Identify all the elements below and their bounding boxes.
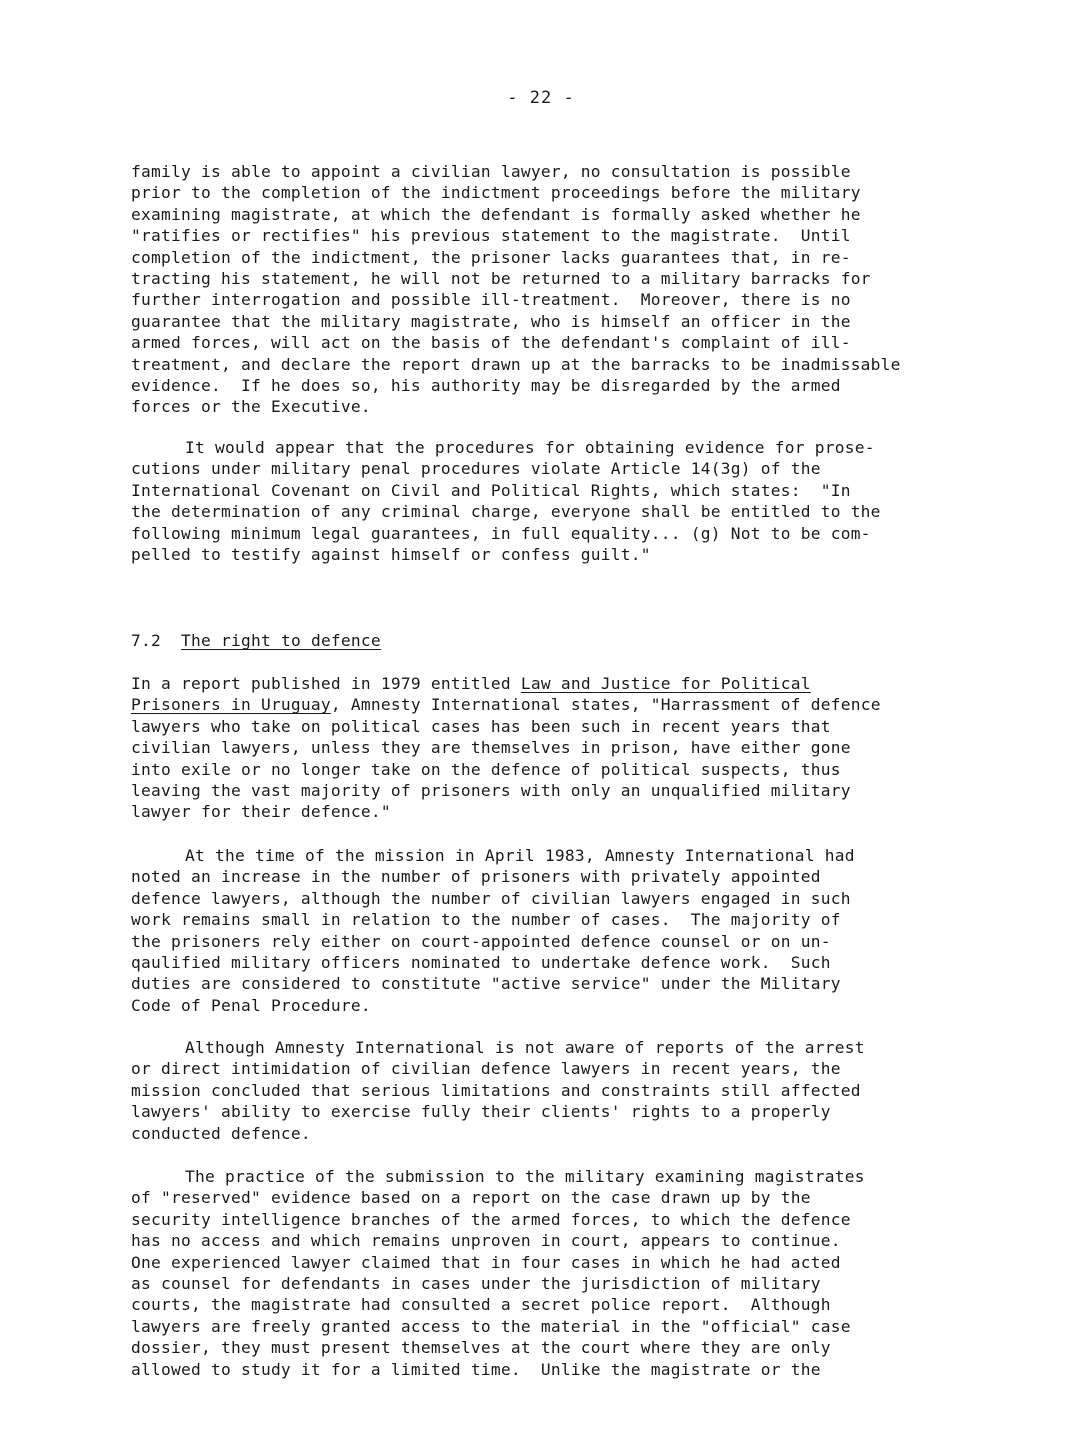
section-number: 7.2 bbox=[131, 631, 161, 650]
text-line: treatment, and declare the report drawn up at the barracks to be inadmissable bbox=[131, 354, 901, 374]
text-line: completion of the indictment, the prisoner lacks guarantees that, in re- bbox=[131, 247, 851, 267]
text-line: Code of Penal Procedure. bbox=[131, 995, 371, 1015]
text-line: duties are considered to constitute "active service" under the Military bbox=[131, 974, 841, 994]
text-line: noted an increase in the number of prisoners with privately appointed bbox=[131, 867, 821, 887]
report-title: Law and Justice for Political bbox=[520, 674, 811, 693]
text-line: It would appear that the procedures for obtaining evidence for prose- bbox=[185, 438, 875, 457]
text-line: work remains small in relation to the number of cases. The majority of bbox=[131, 910, 841, 930]
text-line: qaulified military officers nominated to undertake defence work. Such bbox=[131, 952, 831, 972]
text-fragment: In a report published in 1979 entitled bbox=[131, 674, 521, 693]
text-line: lawyers are freely granted access to the material in the "official" case bbox=[131, 1316, 851, 1336]
text-line: lawyers who take on political cases has been such in recent years that bbox=[131, 716, 831, 736]
text-line: examining magistrate, at which the defendant is formally asked whether he bbox=[131, 204, 861, 224]
text-line: forces or the Executive. bbox=[131, 397, 371, 417]
text-line: Although Amnesty International is not aware of reports of the arrest bbox=[185, 1038, 865, 1057]
paragraph-reserved-evidence bbox=[131, 1166, 961, 1380]
text-line: the determination of any criminal charge, everyone shall be entitled to the bbox=[131, 502, 881, 522]
text-line: the prisoners rely either on court-appointed defence counsel or on un- bbox=[131, 931, 831, 951]
text-fragment: , Amnesty International states, "Harrassment of defence bbox=[330, 695, 881, 715]
text-line: courts, the magistrate had consulted a secret police report. Although bbox=[131, 1295, 831, 1315]
text-line: guarantee that the military magistrate, who is himself an officer in the bbox=[131, 311, 851, 331]
text-line: cutions under military penal procedures violate Article 14(3g) of the bbox=[131, 459, 821, 479]
text-line: or direct intimidation of civilian defence lawyers in recent years, the bbox=[131, 1059, 841, 1079]
text-line: At the time of the mission in April 1983, Amnesty International had bbox=[185, 846, 855, 865]
text-line: mission concluded that serious limitations and constraints still affected bbox=[131, 1080, 861, 1100]
text-line: conducted defence. bbox=[131, 1123, 311, 1143]
page-number: - 22 - bbox=[507, 88, 575, 108]
text-line: The practice of the submission to the military examining magistrates bbox=[185, 1167, 865, 1186]
text-line: lawyer for their defence." bbox=[131, 802, 391, 822]
report-title: Prisoners in Uruguay bbox=[131, 695, 331, 715]
text-line: lawyers' ability to exercise fully their clients' rights to a properly bbox=[131, 1102, 831, 1122]
text-line: leaving the vast majority of prisoners with only an unqualified military bbox=[131, 780, 851, 800]
paragraph-intimidation bbox=[131, 1037, 961, 1144]
text-line: dossier, they must present themselves at the court where they are only bbox=[131, 1338, 831, 1358]
text-line: into exile or no longer take on the defence of political suspects, thus bbox=[131, 759, 841, 779]
text-line: armed forces, will act on the basis of the defendant's complaint of ill- bbox=[131, 333, 851, 353]
text-line: International Covenant on Civil and Political Rights, which states: "In bbox=[131, 480, 851, 500]
text-line: following minimum legal guarantees, in full equality... (g) Not to be com- bbox=[131, 523, 871, 543]
text-line: pelled to testify against himself or confess guilt." bbox=[131, 544, 651, 564]
text-line: "ratifies or rectifies" his previous statement to the magistrate. Until bbox=[131, 226, 851, 246]
text-line: as counsel for defendants in cases under the jurisdiction of military bbox=[131, 1273, 821, 1293]
text-line: tracting his statement, he will not be returned to a military barracks for bbox=[131, 268, 871, 288]
section-heading bbox=[131, 630, 961, 651]
text-line: further interrogation and possible ill-treatment. Moreover, there is no bbox=[131, 290, 851, 310]
text-line: civilian lawyers, unless they are themselves in prison, have either gone bbox=[131, 738, 851, 758]
text-line: evidence. If he does so, his authority may be disregarded by the armed bbox=[131, 375, 841, 395]
text-line: security intelligence branches of the armed forces, to which the defence bbox=[131, 1209, 851, 1229]
text-line: allowed to study it for a limited time. Unlike the magistrate or the bbox=[131, 1359, 821, 1379]
text-line: defence lawyers, although the number of civilian lawyers engaged in such bbox=[131, 888, 851, 908]
paragraph-covenant bbox=[131, 437, 961, 565]
paragraph-report-1979 bbox=[131, 673, 961, 823]
text-line: One experienced lawyer claimed that in four cases in which he had acted bbox=[131, 1252, 841, 1272]
section-title: The right to defence bbox=[181, 631, 381, 650]
text-line: family is able to appoint a civilian lawyer, no consultation is possible bbox=[131, 162, 851, 181]
text-line: of "reserved" evidence based on a report on the case drawn up by the bbox=[131, 1188, 811, 1208]
text-line: prior to the completion of the indictment proceedings before the military bbox=[131, 183, 861, 203]
text-line: has no access and which remains unproven in court, appears to continue. bbox=[131, 1231, 841, 1251]
paragraph-mission-1983 bbox=[131, 845, 961, 1016]
paragraph-continued bbox=[131, 161, 961, 418]
